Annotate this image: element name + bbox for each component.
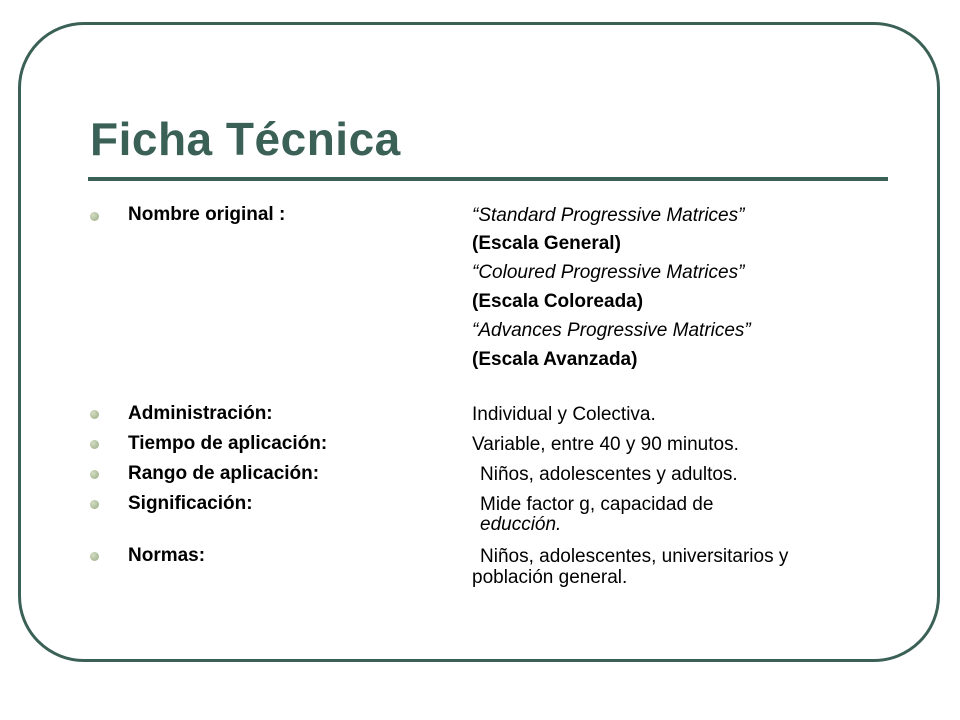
item-value-continuation: educción.: [480, 514, 562, 535]
item-value-continuation: población general.: [472, 567, 628, 588]
item-label: Nombre original :: [128, 204, 286, 225]
item-value: “Advances Progressive Matrices”: [472, 320, 751, 341]
item-value: “Coloured Progressive Matrices”: [472, 262, 745, 283]
bullet-icon: [90, 552, 99, 561]
item-value: (Escala Avanzada): [472, 349, 638, 370]
item-value: Niños, adolescentes, universitarios y: [480, 546, 789, 567]
item-label: Tiempo de aplicación:: [128, 433, 328, 454]
bullet-icon: [90, 212, 99, 221]
slide-title: Ficha Técnica: [90, 113, 401, 165]
title-underline: [88, 177, 888, 181]
item-label: Significación:: [128, 493, 253, 514]
bullet-icon: [90, 410, 99, 419]
item-value: Mide factor g, capacidad de: [480, 494, 714, 515]
item-value: Niños, adolescentes y adultos.: [480, 464, 738, 485]
item-value: (Escala Coloreada): [472, 291, 644, 312]
bullet-icon: [90, 500, 99, 509]
item-label: Normas:: [128, 545, 206, 566]
item-label: Rango de aplicación:: [128, 463, 320, 484]
item-value: Individual y Colectiva.: [472, 404, 656, 425]
item-label: Administración:: [128, 403, 273, 424]
item-value: (Escala General): [472, 233, 621, 254]
bullet-icon: [90, 470, 99, 479]
item-value: “Standard Progressive Matrices”: [472, 205, 745, 226]
bullet-icon: [90, 440, 99, 449]
item-value: Variable, entre 40 y 90 minutos.: [472, 434, 739, 455]
